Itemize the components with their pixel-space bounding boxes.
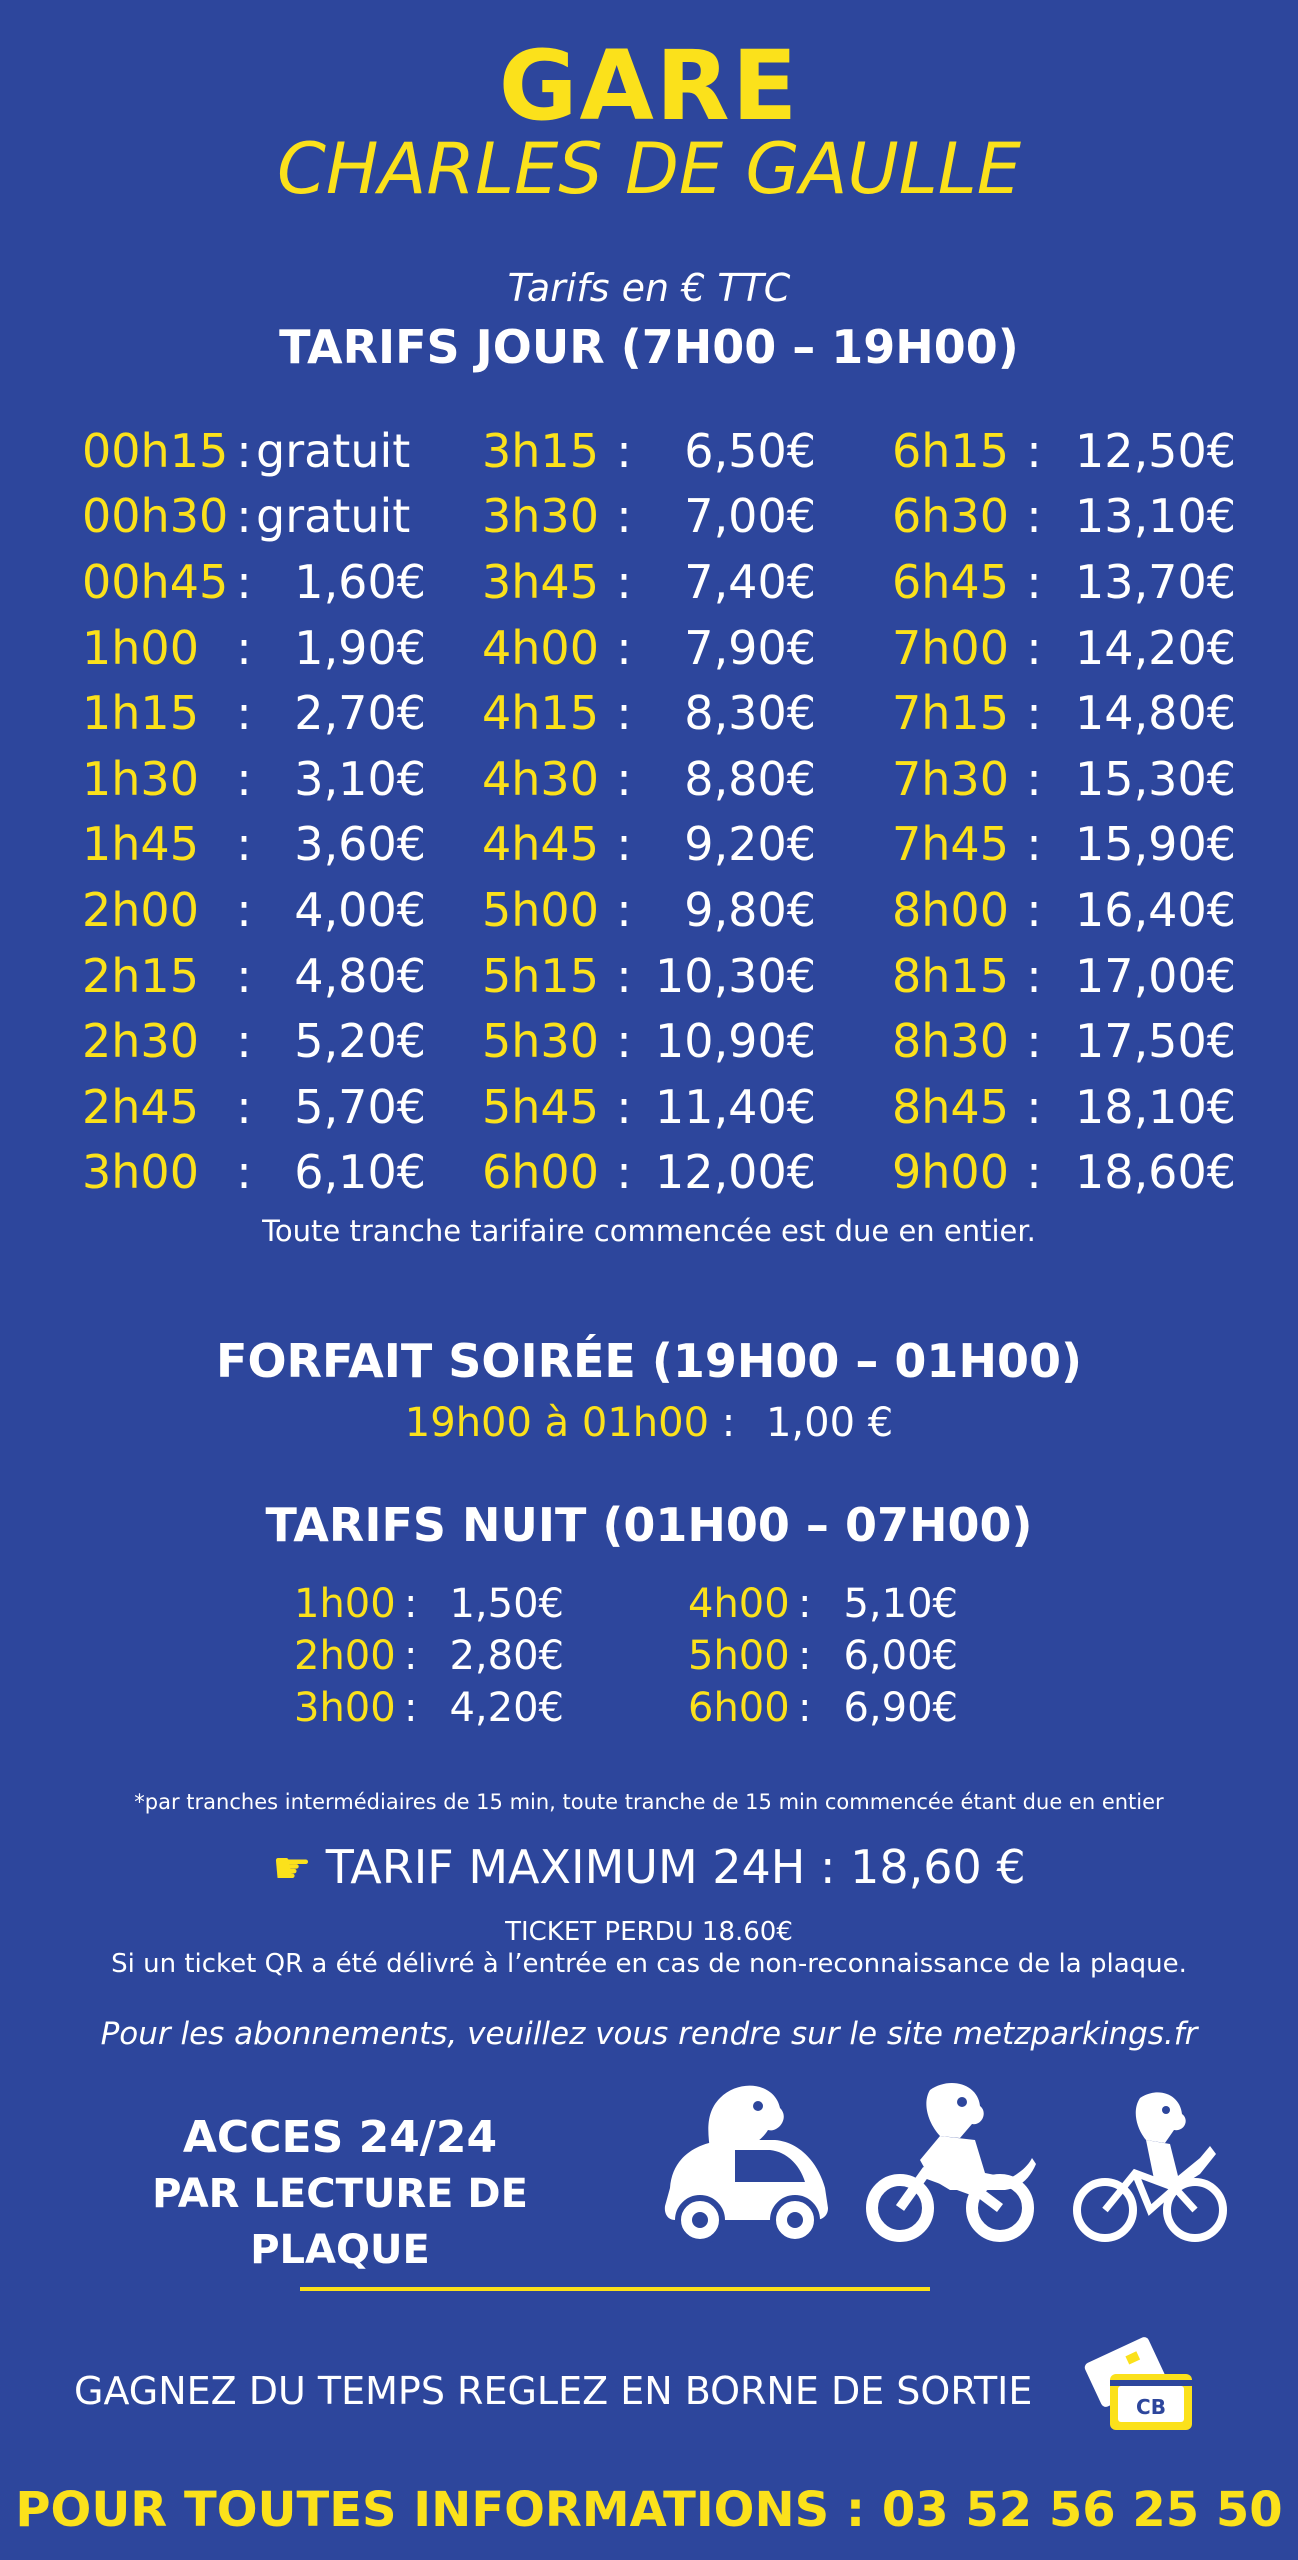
- rate-price: 6,00€: [843, 1633, 958, 1679]
- rate-price: 2,80€: [449, 1633, 564, 1679]
- rate-separator: :: [236, 489, 252, 544]
- vehicle-icons: [640, 2078, 1240, 2258]
- pay-at-exit-text: GAGNEZ DU TEMPS REGLEZ EN BORNE DE SORTIE: [74, 2369, 1033, 2413]
- rate-duration: 3h00: [82, 1145, 199, 1200]
- rate-price: 7,90€: [684, 620, 816, 675]
- rate-duration: 8h00: [892, 882, 1009, 937]
- page-subtitle-station: CHARLES DE GAULLE: [277, 128, 1021, 210]
- section-divider: [300, 2287, 930, 2291]
- rate-duration: 7h00: [892, 620, 1009, 675]
- rate-row: [82, 418, 426, 484]
- rate-separator: :: [1026, 620, 1042, 675]
- rate-duration: 2h00: [82, 882, 199, 937]
- rate-price: 1,60€: [294, 554, 426, 609]
- rate-duration: 5h45: [482, 1079, 599, 1134]
- rate-price: 3,60€: [294, 817, 426, 872]
- motorcycle-icon: [860, 2078, 1040, 2248]
- rate-separator: :: [236, 554, 252, 609]
- rate-price: 5,10€: [843, 1581, 958, 1627]
- evening-rate: [0, 1400, 1298, 1446]
- night-rates-column-1: [294, 1578, 564, 1734]
- rate-row: [482, 1008, 816, 1074]
- rate-separator: :: [1026, 882, 1042, 937]
- rate-duration: 3h15: [482, 423, 599, 478]
- rate-row: [482, 746, 816, 812]
- rate-separator: :: [798, 1685, 812, 1731]
- rate-row: [82, 549, 426, 615]
- rate-duration: 3h45: [482, 554, 599, 609]
- rate-row: [294, 1578, 564, 1630]
- night-rates-column-2: [688, 1578, 958, 1734]
- pointing-hand-icon: ☛: [272, 1843, 312, 1894]
- rate-separator: :: [236, 882, 252, 937]
- day-rates-column-3: [892, 418, 1236, 1205]
- rate-separator: :: [616, 1079, 632, 1134]
- rate-row: [82, 1008, 426, 1074]
- rate-separator: :: [236, 620, 252, 675]
- tariff-currency-note: Tarifs en € TTC: [507, 266, 791, 310]
- rate-price: 13,10€: [1075, 489, 1236, 544]
- rate-row: [892, 1008, 1236, 1074]
- rate-duration: 4h45: [482, 817, 599, 872]
- rate-price: 14,20€: [1075, 620, 1236, 675]
- rate-row: [482, 680, 816, 746]
- rate-row: [892, 746, 1236, 812]
- rate-price: 4,20€: [449, 1685, 564, 1731]
- rate-row: [82, 746, 426, 812]
- rate-duration: 2h00: [294, 1633, 396, 1679]
- rate-row: [892, 484, 1236, 550]
- rate-row: [482, 877, 816, 943]
- rate-price: 4,00€: [294, 882, 426, 937]
- rate-separator: :: [236, 1079, 252, 1134]
- max-rate-line: [0, 1840, 1298, 1894]
- rate-separator: :: [1026, 423, 1042, 478]
- rate-separator: :: [616, 751, 632, 806]
- rate-row: [82, 680, 426, 746]
- rate-duration: 7h30: [892, 751, 1009, 806]
- rate-duration: 6h45: [892, 554, 1009, 609]
- rate-duration: 6h00: [482, 1145, 599, 1200]
- rate-separator: :: [1026, 554, 1042, 609]
- rate-duration: 9h00: [892, 1145, 1009, 1200]
- rate-duration: 4h00: [688, 1581, 790, 1627]
- rate-row: [688, 1630, 958, 1682]
- rate-row: [294, 1630, 564, 1682]
- rate-duration: 8h45: [892, 1079, 1009, 1134]
- rate-duration: 8h15: [892, 948, 1009, 1003]
- rate-separator: :: [236, 1145, 252, 1200]
- rate-separator: :: [616, 1145, 632, 1200]
- lost-ticket-condition: Si un ticket QR a été délivré à l’entrée en cas de non-reconnaissance de la plaque.: [111, 1949, 1187, 1979]
- rate-duration: 3h30: [482, 489, 599, 544]
- rate-duration: 7h15: [892, 686, 1009, 741]
- day-rates-column-1: [82, 418, 426, 1205]
- rate-row: [892, 1074, 1236, 1140]
- rate-price: 9,80€: [684, 882, 816, 937]
- footnote: *par tranches intermédiaires de 15 min, toute tranche de 15 min commencée étant due en entier: [134, 1790, 1164, 1814]
- access-line-1: ACCES 24/24: [182, 2112, 498, 2163]
- rate-price: 9,20€: [684, 817, 816, 872]
- lost-ticket-info: [0, 1916, 1298, 1980]
- rate-separator: :: [1026, 817, 1042, 872]
- day-rates-note: Toute tranche tarifaire commencée est due en entier.: [262, 1214, 1036, 1248]
- lost-ticket-price: TICKET PERDU 18.60€: [505, 1917, 793, 1947]
- rate-duration: 2h15: [82, 948, 199, 1003]
- rate-duration: 3h00: [294, 1685, 396, 1731]
- rate-row: [82, 812, 426, 878]
- day-rates-column-2: [482, 418, 816, 1205]
- rate-price: 17,50€: [1075, 1014, 1236, 1069]
- rate-separator: :: [616, 489, 632, 544]
- rate-separator: :: [616, 423, 632, 478]
- rate-price: 18,60€: [1075, 1145, 1236, 1200]
- rate-separator: :: [1026, 1079, 1042, 1134]
- rate-separator: :: [616, 686, 632, 741]
- rate-separator: :: [1026, 1014, 1042, 1069]
- rate-row: [82, 1140, 426, 1206]
- rate-price: 5,70€: [294, 1079, 426, 1134]
- rate-price: 4,80€: [294, 948, 426, 1003]
- rate-row: [482, 615, 816, 681]
- rate-row: [482, 418, 816, 484]
- rate-row: [482, 812, 816, 878]
- rate-separator: :: [236, 1014, 252, 1069]
- rate-duration: 5h30: [482, 1014, 599, 1069]
- rate-separator: :: [616, 882, 632, 937]
- rate-price: 2,70€: [294, 686, 426, 741]
- rate-price: 10,90€: [655, 1014, 816, 1069]
- rate-duration: 00h45: [82, 554, 229, 609]
- rate-separator: :: [1026, 489, 1042, 544]
- rate-row: [892, 549, 1236, 615]
- rate-price: 15,90€: [1075, 817, 1236, 872]
- rate-row: [892, 680, 1236, 746]
- rate-row: [482, 1140, 816, 1206]
- rate-price: 3,10€: [294, 751, 426, 806]
- page-title: GARE: [498, 30, 800, 142]
- rate-separator: :: [616, 620, 632, 675]
- rate-duration: 00h30: [82, 489, 229, 544]
- rate-separator: :: [616, 817, 632, 872]
- rate-row: [482, 943, 816, 1009]
- rate-separator: :: [616, 948, 632, 1003]
- rate-duration: 6h30: [892, 489, 1009, 544]
- evening-heading: FORFAIT SOIRÉE (19H00 – 01H00): [216, 1334, 1082, 1388]
- rate-duration: 4h30: [482, 751, 599, 806]
- access-line-2: PAR LECTURE DE PLAQUE: [152, 2171, 528, 2273]
- rate-price: 12,00€: [655, 1145, 816, 1200]
- bicycle-icon: [1070, 2088, 1230, 2248]
- rate-duration: 00h15: [82, 423, 229, 478]
- contact-info: POUR TOUTES INFORMATIONS : 03 52 56 25 50: [15, 2482, 1283, 2538]
- evening-price: 1,00 €: [765, 1400, 894, 1446]
- rate-row: [892, 877, 1236, 943]
- rate-separator: :: [616, 554, 632, 609]
- rate-row: [82, 877, 426, 943]
- rate-separator: :: [1026, 948, 1042, 1003]
- rate-row: [688, 1578, 958, 1630]
- rate-separator: :: [236, 817, 252, 872]
- credit-card-icon: [1080, 2330, 1200, 2440]
- rate-duration: 5h15: [482, 948, 599, 1003]
- rate-separator: :: [404, 1581, 418, 1627]
- max-rate-text: TARIF MAXIMUM 24H : 18,60 €: [325, 1840, 1026, 1894]
- card-label: CB: [1136, 2395, 1166, 2419]
- rate-price: gratuit: [256, 489, 411, 544]
- rate-separator: :: [236, 423, 252, 478]
- rate-row: [892, 615, 1236, 681]
- rate-price: 18,10€: [1075, 1079, 1236, 1134]
- rate-price: 6,50€: [684, 423, 816, 478]
- rate-separator: :: [798, 1633, 812, 1679]
- rate-duration: 7h45: [892, 817, 1009, 872]
- rate-price: 14,80€: [1075, 686, 1236, 741]
- rate-duration: 5h00: [688, 1633, 790, 1679]
- rate-separator: :: [404, 1685, 418, 1731]
- rate-separator: :: [1026, 751, 1042, 806]
- rate-duration: 8h30: [892, 1014, 1009, 1069]
- rate-separator: :: [236, 948, 252, 1003]
- rate-price: 15,30€: [1075, 751, 1236, 806]
- rate-row: [294, 1682, 564, 1734]
- rate-separator: :: [616, 1014, 632, 1069]
- rate-price: 11,40€: [655, 1079, 816, 1134]
- rate-row: [82, 1074, 426, 1140]
- rate-row: [892, 812, 1236, 878]
- rate-row: [482, 549, 816, 615]
- rate-price: 12,50€: [1075, 423, 1236, 478]
- rate-price: 6,10€: [294, 1145, 426, 1200]
- rate-price: 5,20€: [294, 1014, 426, 1069]
- rate-duration: 6h15: [892, 423, 1009, 478]
- rate-duration: 4h00: [482, 620, 599, 675]
- rate-row: [482, 1074, 816, 1140]
- rate-row: [892, 943, 1236, 1009]
- rate-row: [892, 1140, 1236, 1206]
- rate-row: [482, 484, 816, 550]
- rate-duration: 1h00: [82, 620, 199, 675]
- rate-separator: :: [1026, 1145, 1042, 1200]
- rate-duration: 1h45: [82, 817, 199, 872]
- rate-separator: :: [404, 1633, 418, 1679]
- rate-row: [892, 418, 1236, 484]
- rate-price: 10,30€: [655, 948, 816, 1003]
- rate-duration: 5h00: [482, 882, 599, 937]
- rate-price: 7,00€: [684, 489, 816, 544]
- rate-duration: 4h15: [482, 686, 599, 741]
- rate-price: 8,30€: [684, 686, 816, 741]
- rate-row: [82, 943, 426, 1009]
- subscriptions-info: Pour les abonnements, veuillez vous rendre sur le site metzparkings.fr: [100, 2016, 1198, 2052]
- rate-price: gratuit: [256, 423, 411, 478]
- rate-separator: :: [1026, 686, 1042, 741]
- rate-row: [688, 1682, 958, 1734]
- rate-row: [82, 615, 426, 681]
- access-info: [60, 2110, 620, 2278]
- evening-time: 19h00 à 01h00: [404, 1400, 710, 1446]
- rate-price: 7,40€: [684, 554, 816, 609]
- rate-duration: 6h00: [688, 1685, 790, 1731]
- rate-price: 17,00€: [1075, 948, 1236, 1003]
- rate-price: 8,80€: [684, 751, 816, 806]
- rate-duration: 2h45: [82, 1079, 199, 1134]
- rate-price: 6,90€: [843, 1685, 958, 1731]
- evening-colon: :: [709, 1400, 748, 1446]
- rate-duration: 2h30: [82, 1014, 199, 1069]
- car-icon: [650, 2078, 840, 2248]
- rate-separator: :: [236, 751, 252, 806]
- rate-price: 1,90€: [294, 620, 426, 675]
- rate-price: 13,70€: [1075, 554, 1236, 609]
- rate-separator: :: [236, 686, 252, 741]
- rate-duration: 1h00: [294, 1581, 396, 1627]
- rate-price: 1,50€: [449, 1581, 564, 1627]
- rate-price: 16,40€: [1075, 882, 1236, 937]
- day-rates-heading: TARIFS JOUR (7H00 – 19H00): [279, 320, 1019, 374]
- night-rates-heading: TARIFS NUIT (01H00 – 07H00): [265, 1498, 1033, 1552]
- rate-duration: 1h15: [82, 686, 199, 741]
- rate-duration: 1h30: [82, 751, 199, 806]
- rate-row: [82, 484, 426, 550]
- rate-separator: :: [798, 1581, 812, 1627]
